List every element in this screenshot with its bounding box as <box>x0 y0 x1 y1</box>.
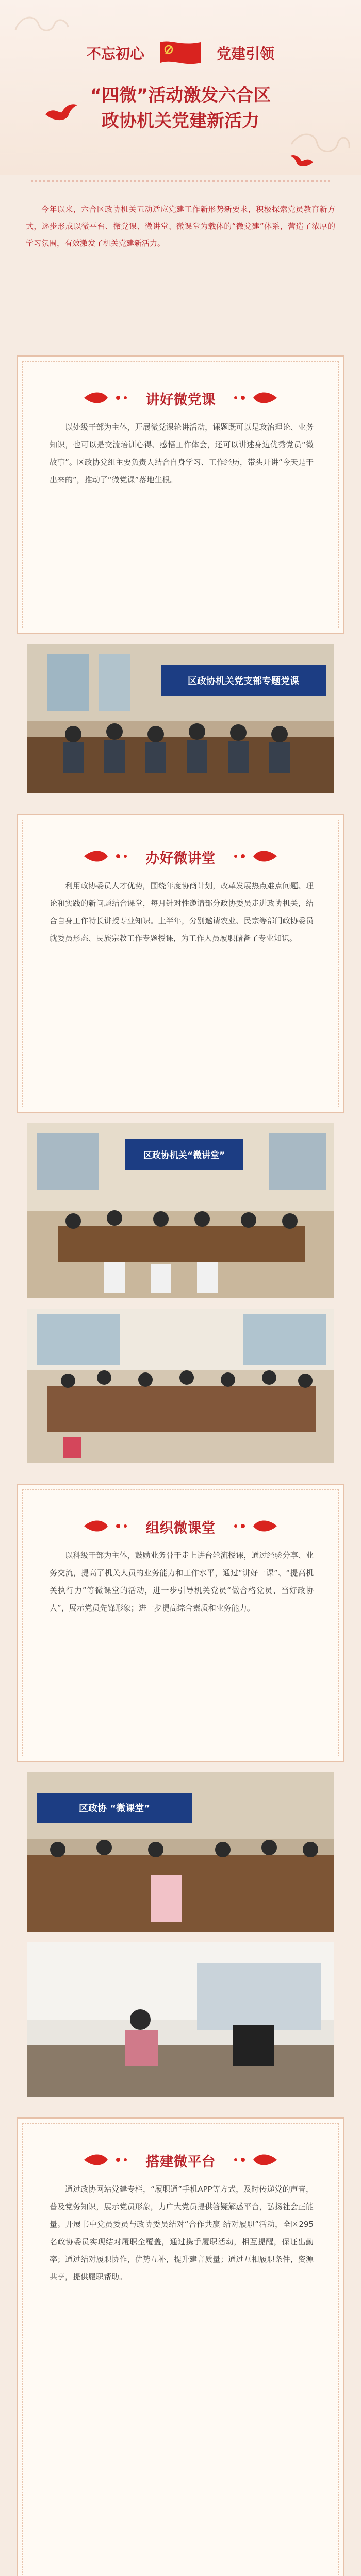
ornament-right-icon <box>232 391 279 405</box>
section-title: 讲好微党课 <box>145 392 216 408</box>
article-header <box>0 0 361 175</box>
section-card-4 <box>17 2117 344 2576</box>
section-title: 办好微讲堂 <box>145 851 216 867</box>
photo-micro-classroom <box>27 1772 334 1932</box>
ornament-right-icon <box>232 1519 279 1533</box>
section-title: 组织微课堂 <box>145 1520 216 1536</box>
photo-banner-text: 区政协 “微课堂” <box>79 1803 150 1814</box>
header-tagline <box>0 40 361 66</box>
photo-banner-text: 区政协机关“微讲堂” <box>143 1150 225 1161</box>
ornament-right-icon <box>232 849 279 863</box>
dove-icon <box>289 152 315 170</box>
photo-banner-text: 区政协机关党支部专题党课 <box>188 676 299 687</box>
photo-micro-lecture-hall <box>27 1123 334 1298</box>
cloud-swirl-decoration <box>10 9 72 40</box>
photo-meeting-room <box>27 1309 334 1463</box>
tagline-right: 党建引领 <box>217 45 275 62</box>
section-body: 以科级干部为主体，鼓励业务骨干走上讲台轮流授课，通过经验分享、业务交流，提高了机关人员的业务能力和工作水平，通过“讲好一课”、“提高机关执行力”等微课堂的活动，进一步引导机关党员“做合格党员、当好政协人”，展示党员先锋形象；进一步提高综合素质和业务能力。 <box>50 1551 314 1613</box>
title-line-2: 政协机关党建新活力 <box>102 111 259 131</box>
tagline-left: 不忘初心 <box>86 45 144 62</box>
dove-icon <box>43 101 79 125</box>
section-card-3 <box>17 1484 344 1762</box>
divider <box>31 180 330 182</box>
party-flag-icon <box>158 40 203 66</box>
photo-speaker-lecture <box>27 1942 334 2097</box>
section-title: 搭建微平台 <box>145 2154 216 2170</box>
section-body: 利用政协委员人才优势，围绕年度协商计划，改革发展热点难点问题、理论和实践的新问题结合课堂，每月针对性邀请部分政协委员走进政协机关，结合自身工作特长讲授专业知识。上半年，分别邀请农业、民宗等部门政协委员就委员形态、民族宗教工作专题授课，为工作人员履职储备了专业知识。 <box>50 881 314 943</box>
section-card-1 <box>17 355 344 634</box>
section-body: 通过政协网站党建专栏，“履职通”手机APP等方式，及时传递党的声音，普及党务知识，展示党员形象，力广大党员提供答疑解惑平台，弘扬社会正能量。开展书中党员委员与政协委员结对“合作共赢 结对履职”活动，全区295名政协委员实现结对履职全覆盖，通过携手履职活动，相互提醒，保证出勤率；通过结对履职协作，优势互补，提升建言质量；通过互相履职条件，资源共享，提供履职帮助。 <box>50 2184 314 2281</box>
ornament-right-icon <box>232 2153 279 2167</box>
section-body: 以处级干部为主体，开展微党课轮讲活动，课题既可以是政治理论、业务知识，也可以是交流培训心得、感悟工作体会，还可以讲述身边优秀党员“微故事”。区政协党组主要负责人结合自身学习、工作经历，带头开讲“今天是干出来的”，推动了“微党课”落地生根。 <box>50 422 314 484</box>
intro-paragraph: 今年以来，六合区政协机关五动适应党建工作新形势新要求，积极探索党员教育新方式，逐步形成以微平台、微党课、微讲堂、微课堂为载体的“微党建”体系，营造了浓厚的学习氛围，有效激发了机关党建新活力。 <box>26 205 335 248</box>
title-line-1: “四微”活动激发六合区 <box>90 85 271 106</box>
section-card-2 <box>17 814 344 1113</box>
photo-party-lecture <box>27 644 334 793</box>
